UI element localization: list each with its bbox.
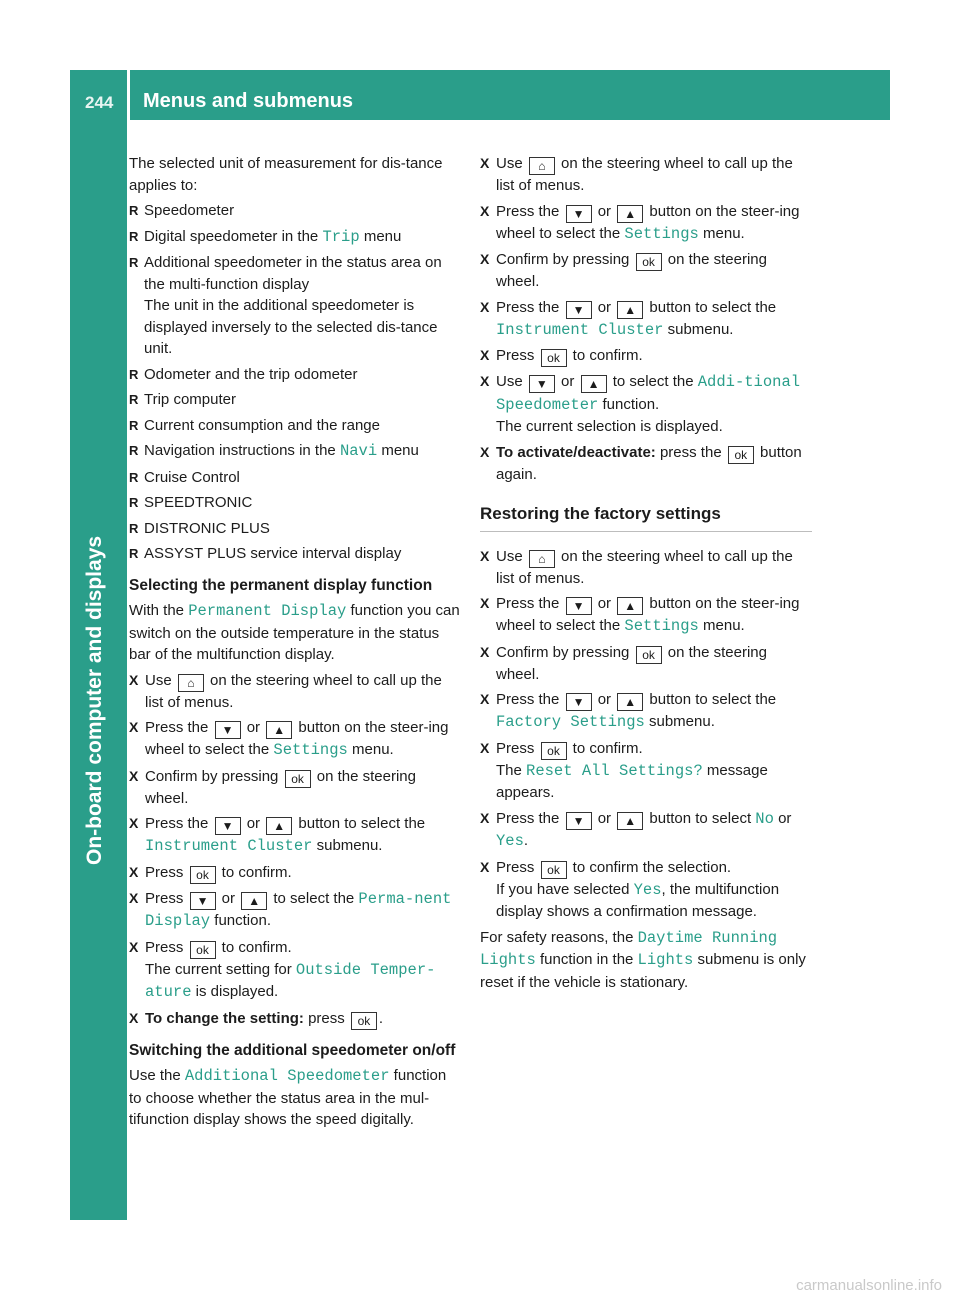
ok-button-icon: ok [541,349,567,367]
ok-button-icon: ok [636,646,662,664]
list-item: R Navigation instructions in the Navi menu [129,440,461,463]
step-item: X Use ▼ or ▲ to select the Addi‐tional Speedometer function. The current selection is displayed. [480,371,812,438]
up-button-icon: ▲ [617,812,643,830]
safety-paragraph: For safety reasons, the Daytime Running Lights function in the Lights submenu is only reset if the vehicle is stationary. [480,928,806,991]
up-button-icon: ▲ [617,693,643,711]
menu-code: Navi [339,442,378,460]
step-item: X Press ok to confirm. The Reset All Settings? message appears. [480,738,812,804]
step-item: X Press ok to confirm the selection. If you have selected Yes, the multifunction display shows a confirmation message. [480,857,812,923]
section-sidebar [70,120,127,1220]
page-title: Menus and submenus [143,90,354,112]
up-button-icon: ▲ [266,721,292,739]
step-item: X Use ⌂ on the steering wheel to call up the list of menus. [129,670,461,714]
step-item: X Use ⌂ on the steering wheel to call up the list of menus. [480,153,812,197]
home-icon: ⌂ [529,157,555,175]
list-item-note: The unit in the additional speedometer is displayed inversely to the selected dis-tance unit. [144,297,438,357]
menu-code: Settings [624,617,699,635]
list-item: R SPEEDTRONIC [129,492,461,514]
step-item: X Press ok to confirm. [129,862,461,884]
list-item: R Cruise Control [129,467,461,489]
step-item: X To change the setting: press ok . [129,1008,461,1030]
home-icon: ⌂ [178,674,204,692]
up-button-icon: ▲ [266,817,292,835]
step-item: X Press the ▼ or ▲ button on the steer-ing wheel to select the Settings menu. [129,717,461,762]
list-item: R Current consumption and the range [129,415,461,437]
paragraph: With the Permanent Display function you can switch on the outside temperature in the status bar of the multifunction display. [129,602,460,663]
ok-button-icon: ok [541,861,567,879]
header-divider [127,70,130,120]
menu-code: Lights [637,951,694,969]
menu-code: Reset All Settings? [526,761,703,780]
step-note: If you have selected Yes, the multifunction display shows a confirmation message. [496,880,780,920]
intro-text: The selected unit of measurement for dis-tance applies to: [129,155,443,194]
step-item: X Press ok to confirm. [480,345,812,367]
step-item: X Press ▼ or ▲ to select the Perma‐nent Display function. [129,888,461,933]
step-item: X Press the ▼ or ▲ button to select the Factory Settings submenu. [480,689,812,734]
down-button-icon: ▼ [215,721,241,739]
menu-code: Daytime Running Lights [480,928,778,969]
page-header [70,70,890,120]
down-button-icon: ▼ [566,812,592,830]
menu-code: Instrument Cluster [145,837,313,855]
menu-code: Trip [322,227,360,246]
list-item: R ASSYST PLUS service interval display [129,543,461,565]
menu-code: Addi‐tional Speedometer [496,373,801,414]
menu-code: Additional Speedometer [184,1067,390,1085]
list-item: R Speedometer [129,200,461,222]
subheading-permanent-display: Selecting the permanent display function [129,576,433,594]
menu-code: Permanent Display [188,602,347,620]
step-item: X Use ⌂ on the steering wheel to call up the list of menus. [480,546,812,590]
step-item: X Confirm by pressing ok on the steering wheel. [480,642,812,686]
step-note: The Reset All Settings? message appears. [496,761,768,801]
ok-button-icon: ok [190,941,216,959]
down-button-icon: ▼ [529,375,555,393]
ok-button-icon: ok [351,1012,377,1030]
down-button-icon: ▼ [566,693,592,711]
menu-code: Outside Temper‐ature [145,960,436,1001]
up-button-icon: ▲ [617,205,643,223]
step-item: X Confirm by pressing ok on the steering wheel. [129,766,461,810]
menu-code: Yes [496,832,524,850]
menu-code: Settings [624,224,699,243]
step-item: X Confirm by pressing ok on the steering wheel. [480,249,812,293]
down-button-icon: ▼ [566,597,592,615]
list-item: R Odometer and the trip odometer [129,364,461,386]
left-column [129,153,461,1135]
ok-button-icon: ok [728,446,754,464]
section-label: On-board computer and displays [83,535,106,865]
home-icon: ⌂ [529,550,555,568]
up-button-icon: ▲ [617,597,643,615]
paragraph: Use the Additional Speedometer function to choose whether the status area in the mul-tifunction display shows the speed digitally. [129,1067,447,1128]
step-item: X Press the ▼ or ▲ button to select No or Yes. [480,808,812,853]
ok-button-icon: ok [190,866,216,884]
right-column [480,153,812,997]
menu-code: Settings [273,741,348,759]
up-button-icon: ▲ [241,892,267,910]
step-item: X Press ok to confirm. The current setting for Outside Temper‐ature is displayed. [129,937,461,1004]
step-item: X To activate/deactivate: press the ok button again. [480,442,812,486]
subheading-additional-speedometer: Switching the additional speedometer on/off [129,1041,456,1059]
step-item: X Press the ▼ or ▲ button on the steer-ing wheel to select the Settings menu. [480,593,812,638]
step-note: The current setting for Outside Temper‐ature is displayed. [145,960,436,1001]
step-item: X Press the ▼ or ▲ button on the steer-ing wheel to select the Settings menu. [480,201,812,246]
down-button-icon: ▼ [566,301,592,319]
menu-code: Instrument Cluster [496,320,664,339]
ok-button-icon: ok [636,253,662,271]
up-button-icon: ▲ [617,301,643,319]
list-item: R Additional speedometer in the status area on the multi-function display The unit in the additional speedometer is displayed inversely to the selected dis-tance unit. [129,252,461,360]
list-item: R DISTRONIC PLUS [129,518,461,540]
page-number: 244 [85,93,114,112]
down-button-icon: ▼ [190,892,216,910]
down-button-icon: ▼ [215,817,241,835]
step-item: X Press the ▼ or ▲ button to select the Instrument Cluster submenu. [129,813,461,858]
ok-button-icon: ok [285,770,311,788]
up-button-icon: ▲ [581,375,607,393]
list-item: R Digital speedometer in the Trip menu [129,226,461,249]
menu-code: Yes [633,880,662,899]
menu-code: Factory Settings [496,713,645,731]
section-heading-factory-settings: Restoring the factory settings [480,503,812,532]
ok-button-icon: ok [541,742,567,760]
menu-code: Perma‐nent Display [145,889,452,930]
list-item: R Trip computer [129,389,461,411]
watermark: carmanualsonline.info [796,1277,942,1294]
down-button-icon: ▼ [566,205,592,223]
menu-code: No [755,809,774,828]
step-item: X Press the ▼ or ▲ button to select the Instrument Cluster submenu. [480,297,812,342]
step-note: The current selection is displayed. [496,418,723,435]
